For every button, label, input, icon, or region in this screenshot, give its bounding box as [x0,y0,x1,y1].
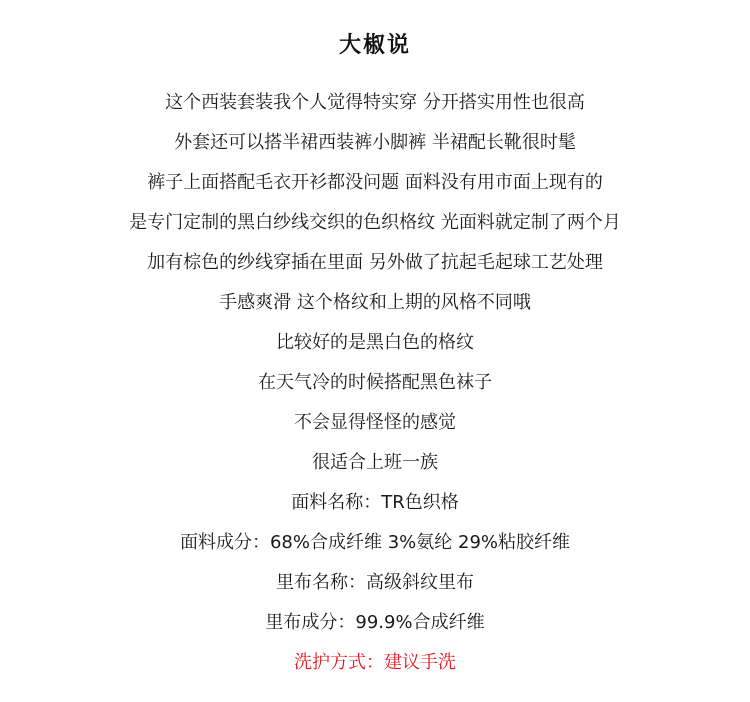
fabric-name-line: 面料名称：TR色织格 [291,492,459,513]
description-line-6: 手感爽滑 这个格纹和上期的风格不同哦 [219,292,531,313]
care-instructions-line: 洗护方式：建议手洗 [294,652,456,673]
description-line-7: 比较好的是黑白色的格纹 [276,332,474,353]
description-line-1: 这个西装套装我个人觉得特实穿 分开搭实用性也很高 [165,92,585,113]
description-line-2: 外套还可以搭半裙西装裤小脚裤 半裙配长靴很时髦 [174,132,576,153]
description-line-4: 是专门定制的黑白纱线交织的色织格纹 光面料就定制了两个月 [129,212,621,233]
page-title: 大椒说 [338,33,411,58]
lining-name-line: 里布名称：高级斜纹里布 [276,572,474,593]
description-line-8: 在天气冷的时候搭配黑色袜子 [258,372,492,393]
fabric-composition-line: 面料成分：68%合成纤维 3%氨纶 29%粘胶纤维 [179,532,570,553]
lining-composition-line: 里布成分：99.9%合成纤维 [265,612,485,633]
description-line-3: 裤子上面搭配毛衣开衫都没问题 面料没有用市面上现有的 [147,172,603,193]
description-line-10: 很适合上班一族 [312,452,438,473]
description-text-block [0,88,750,688]
description-line-9: 不会显得怪怪的感觉 [294,412,456,433]
description-line-5: 加有棕色的纱线穿插在里面 另外做了抗起毛起球工艺处理 [147,252,603,273]
